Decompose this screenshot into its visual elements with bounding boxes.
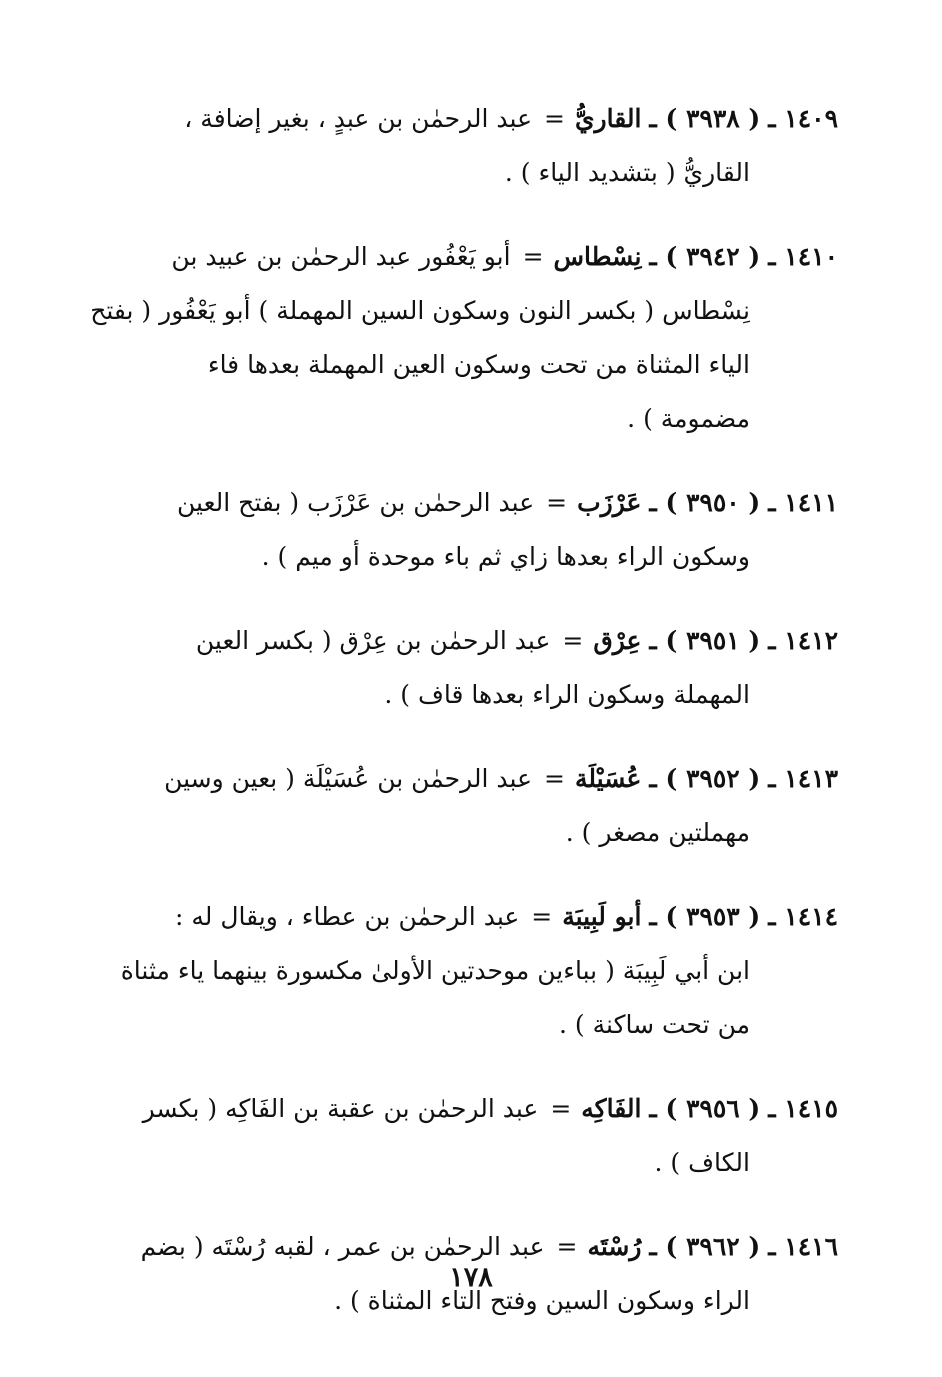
entry-continuation-line: الكاف ) . <box>654 1148 750 1177</box>
equals-sign: = <box>556 1232 578 1261</box>
entry-1412 <box>80 614 838 722</box>
entry-text: أبو يَعْفُور عبد الرحمٰن بن عبيد بن <box>171 242 511 271</box>
entry-number: ١٤١٦ ـ <box>768 1232 838 1261</box>
entry-text: عبد الرحمٰن بن عمر ، لقبه رُسْتَه ( بضم <box>140 1232 545 1261</box>
entry-text: عبد الرحمٰن بن عَرْزَب ( بفتح العين <box>177 488 535 517</box>
entry-continuation-line: الراء وسكون السين وفتح التاء المثناة ) . <box>334 1286 750 1315</box>
entry-first-line <box>80 476 838 530</box>
equals-sign: = <box>562 626 584 655</box>
entry-first-line <box>80 1082 838 1136</box>
entry-1414 <box>80 890 838 1052</box>
entry-text: عبد الرحمٰن بن عِرْق ( بكسر العين <box>195 626 551 655</box>
entry-reference: ( ٣٩٦٢ ) ـ <box>649 1232 761 1261</box>
entry-text: عبد الرحمٰن بن عطاء ، ويقال له : <box>175 902 520 931</box>
entry-keyword: الفَاكِه <box>581 1094 642 1123</box>
entry-reference: ( ٣٩٥٦ ) ـ <box>649 1094 761 1123</box>
entry-keyword: نِسْطاس <box>553 242 642 271</box>
entry-reference: ( ٣٩٥٠ ) ـ <box>649 488 761 517</box>
entry-continuation-line: الياء المثناة من تحت وسكون العين المهملة بعدها فاء <box>207 350 750 379</box>
entry-first-line <box>80 230 838 284</box>
equals-sign: = <box>522 242 544 271</box>
entry-continuation-line: مهملتين مصغر ) . <box>565 818 750 847</box>
equals-sign: = <box>531 902 553 931</box>
entry-text: عبد الرحمٰن بن عبدٍ ، بغير إضافة ، <box>184 104 532 133</box>
entry-reference: ( ٣٩٥٣ ) ـ <box>649 902 761 931</box>
entry-continuation-line: نِسْطاس ( بكسر النون وسكون السين المهملة ) أبو يَعْفُور ( بفتح <box>90 296 750 325</box>
entry-1410 <box>80 230 838 446</box>
entry-text: عبد الرحمٰن بن عُسَيْلَة ( بعين وسين <box>164 764 533 793</box>
entry-number: ١٤١٢ ـ <box>768 626 838 655</box>
entry-reference: ( ٣٩٣٨ ) ـ <box>649 104 761 133</box>
entry-number: ١٤١٥ ـ <box>768 1094 838 1123</box>
entry-first-line <box>80 890 838 944</box>
entry-number: ١٤١٤ ـ <box>768 902 838 931</box>
entry-1411 <box>80 476 838 584</box>
entry-number: ١٤١١ ـ <box>768 488 838 517</box>
entry-continuation-line: مضمومة ) . <box>627 404 750 433</box>
equals-sign: = <box>544 104 565 133</box>
entry-continuation-line: القاريُّ ( بتشديد الياء ) . <box>504 158 750 187</box>
entry-continuation-line: وسكون الراء بعدها زاي ثم باء موحدة أو ميم ) . <box>261 542 750 571</box>
entry-keyword: أبو لَبِيبَة <box>562 902 642 931</box>
entry-first-line <box>80 92 838 146</box>
entry-1415 <box>80 1082 838 1190</box>
entry-reference: ( ٣٩٥٢ ) ـ <box>649 764 761 793</box>
entry-keyword: القاريُّ <box>574 104 642 133</box>
entry-keyword: عَرْزَب <box>577 488 642 517</box>
entry-first-line <box>80 614 838 668</box>
entry-keyword: رُسْتَه <box>587 1232 642 1261</box>
equals-sign: = <box>550 1094 572 1123</box>
entry-text: عبد الرحمٰن بن عقبة بن الفَاكِه ( بكسر <box>142 1094 539 1123</box>
entry-keyword: عِرْق <box>593 626 642 655</box>
entry-number: ١٤١٠ ـ <box>768 242 838 271</box>
entry-continuation-line: المهملة وسكون الراء بعدها قاف ) . <box>384 680 750 709</box>
entry-continuation-line: من تحت ساكنة ) . <box>559 1010 750 1039</box>
equals-sign: = <box>544 764 565 793</box>
page-body <box>80 92 838 1358</box>
entry-1409 <box>80 92 838 200</box>
equals-sign: = <box>546 488 568 517</box>
entry-1413 <box>80 752 838 860</box>
entry-first-line <box>80 752 838 806</box>
entry-number: ١٤٠٩ ـ <box>768 104 838 133</box>
page-number: ١٧٨ <box>449 1262 493 1293</box>
entry-keyword: عُسَيْلَة <box>574 764 642 793</box>
entry-continuation-line: ابن أبي لَبِيبَة ( بباءين موحدتين الأولىٰ مكسورة بينهما ياء مثناة <box>120 956 750 985</box>
entry-reference: ( ٣٩٥١ ) ـ <box>649 626 761 655</box>
entry-reference: ( ٣٩٤٢ ) ـ <box>649 242 761 271</box>
entry-number: ١٤١٣ ـ <box>768 764 838 793</box>
